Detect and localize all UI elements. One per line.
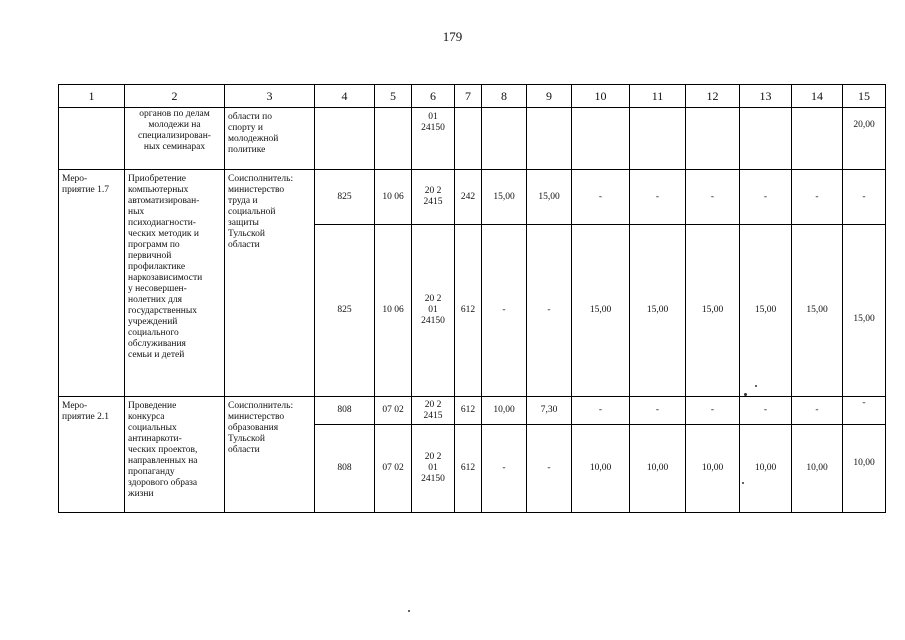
cell: 10 06 [375,170,412,225]
cell: - [630,397,686,425]
continuation-row [59,108,886,170]
cell [527,108,572,170]
cell: - [527,425,572,513]
cell: 20 2 01 24150 [412,225,455,397]
header-row [59,85,886,108]
table-row [59,170,886,225]
column-header: 12 [686,85,740,108]
cell: 20 2 01 24150 [412,425,455,513]
cell [740,108,792,170]
cell: 15,00 [630,225,686,397]
cell [572,108,630,170]
scan-speck [408,610,410,612]
cell: 10,00 [630,425,686,513]
column-header: 11 [630,85,686,108]
cell: 612 [455,225,482,397]
column-header: 5 [375,85,412,108]
cell: 808 [315,397,375,425]
cell: 242 [455,170,482,225]
column-header: 2 [125,85,225,108]
measure-label: Меро- приятие 2.1 [59,397,125,513]
cell [686,108,740,170]
cell [375,108,412,170]
cell: 7,30 [527,397,572,425]
continuation-value: 20,00 [843,108,886,170]
column-header: 13 [740,85,792,108]
cell: 10,00 [482,397,527,425]
cell: 10,00 [843,425,886,513]
cell: - [792,170,843,225]
continuation-code: 01 24150 [412,108,455,170]
cell [315,108,375,170]
measure-name: Проведение конкурса социальных антинаркоти- ческих проектов, направленных на пропаганду здорового образа жизни [125,397,225,513]
column-header: 1 [59,85,125,108]
scan-speck [744,393,747,396]
cell [630,108,686,170]
cell: 825 [315,225,375,397]
column-header: 14 [792,85,843,108]
cell: 20 2 2415 [412,397,455,425]
measure-label: Меро- приятие 1.7 [59,170,125,397]
column-header: 3 [225,85,315,108]
measure-name: Приобретение компьютерных автоматизирован- ных психодиагности- ческих методик и программ по первичной профилактике наркозависимости у несовершен- нолетних для государственных учреждений социального обслуживания семьи и детей [125,170,225,397]
cell: - [630,170,686,225]
measure-executor: Соисполнитель: министерство образования Тульской области [225,397,315,513]
cell: - [843,170,886,225]
cell: - [482,425,527,513]
cell: 808 [315,425,375,513]
column-header: 15 [843,85,886,108]
cell: 15,00 [527,170,572,225]
cell: 612 [455,425,482,513]
page-number: 179 [442,29,463,44]
cell: - [572,397,630,425]
budget-table [58,84,886,513]
cell: - [482,225,527,397]
cell: 612 [455,397,482,425]
cell: 10,00 [740,425,792,513]
measure-executor: Соисполнитель: министерство труда и социальной защиты Тульской области [225,170,315,397]
cell: 10,00 [792,425,843,513]
cell: 15,00 [843,225,886,397]
column-header: 9 [527,85,572,108]
cell [59,108,125,170]
cell: 15,00 [482,170,527,225]
cell: - [740,397,792,425]
cell: 07 02 [375,425,412,513]
cell: - [740,170,792,225]
cell: - [686,170,740,225]
cell: 10 06 [375,225,412,397]
column-header: 6 [412,85,455,108]
scan-speck [755,385,757,387]
cell: 10,00 [572,425,630,513]
cell [482,108,527,170]
cell: 825 [315,170,375,225]
cell: - [792,397,843,425]
cell: 15,00 [740,225,792,397]
cell [455,108,482,170]
scan-speck [742,482,744,484]
cell: 10,00 [686,425,740,513]
table-row [59,397,886,425]
cell [792,108,843,170]
column-header: 8 [482,85,527,108]
cell: - [572,170,630,225]
cell: - [686,397,740,425]
cell: - [527,225,572,397]
continuation-name: органов по делам молодежи на специализирован- ных семинарах [125,108,225,170]
cell: 07 02 [375,397,412,425]
cell: 20 2 2415 [412,170,455,225]
column-header: 10 [572,85,630,108]
column-header: 7 [455,85,482,108]
column-header: 4 [315,85,375,108]
cell: 15,00 [792,225,843,397]
cell: 15,00 [572,225,630,397]
cell: 15,00 [686,225,740,397]
cell: - [843,397,886,425]
continuation-executor: области по спорту и молодежной политике [225,108,315,170]
